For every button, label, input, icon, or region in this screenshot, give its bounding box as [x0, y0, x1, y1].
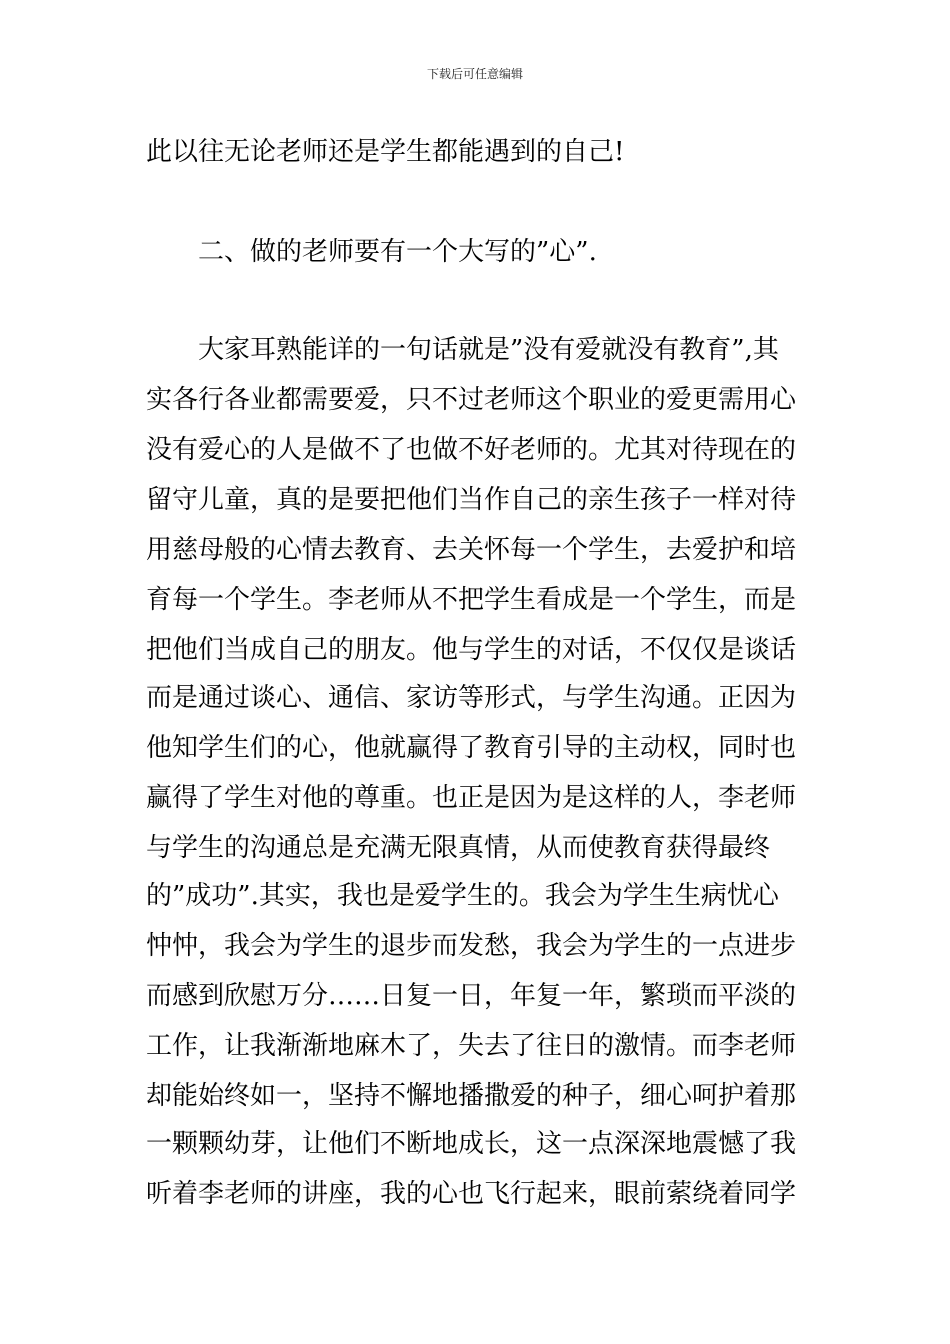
body-line-18: 却能始终如一，坚持不懈地播撒爱的种子，细心呵护着那 [146, 1081, 797, 1111]
body-line-10: 而是通过谈心、通信、家访等形式，与学生沟通。正因为 [146, 683, 797, 713]
body-line-17: 工作，让我渐渐地麻木了，失去了往日的激情。而李老师 [146, 1031, 797, 1061]
section-heading: 二、做的老师要有一个大写的”心”. [198, 237, 597, 267]
body-line-12: 赢得了学生对他的尊重。也正是因为是这样的人，李老师 [146, 783, 797, 813]
body-line-11: 他知学生们的心，他就赢得了教育引导的主动权，同时也 [146, 733, 797, 763]
body-line-4: 实各行各业都需要爱，只不过老师这个职业的爱更需用心 [146, 385, 797, 415]
body-line-6: 留守儿童，真的是要把他们当作自己的亲生孩子一样对待 [146, 485, 797, 515]
body-line-15: 忡忡，我会为学生的退步而发愁，我会为学生的一点进步 [146, 931, 797, 961]
body-line-8: 育每一个学生。李老师从不把学生看成是一个学生，而是 [146, 585, 797, 615]
body-line-19: 一颗颗幼芽，让他们不断地成长，这一点深深地震憾了我 [146, 1129, 797, 1159]
body-line-14: 的”成功”.其实，我也是爱学生的。我会为学生生病忧心 [146, 881, 779, 911]
body-line-7: 用慈母般的心情去教育、去关怀每一个学生，去爱护和培 [146, 535, 797, 565]
body-line-13: 与学生的沟通总是充满无限真情，从而使教育获得最终 [146, 833, 771, 863]
body-line-9: 把他们当成自己的朋友。他与学生的对话，不仅仅是谈话 [146, 635, 797, 665]
body-line-16: 而感到欣慰万分……日复一日，年复一年，繁琐而平淡的 [146, 981, 797, 1011]
body-line-5: 没有爱心的人是做不了也做不好老师的。尤其对待现在的 [146, 435, 797, 465]
page-header: 下载后可任意编辑 [426, 67, 523, 81]
paragraph-first-line: 大家耳熟能详的一句话就是”没有爱就没有教育”,其 [198, 335, 779, 365]
body-line-1: 此以往无论老师还是学生都能遇到的自己! [146, 137, 625, 167]
body-line-20: 听着李老师的讲座，我的心也飞行起来，眼前萦绕着同学 [146, 1179, 797, 1209]
